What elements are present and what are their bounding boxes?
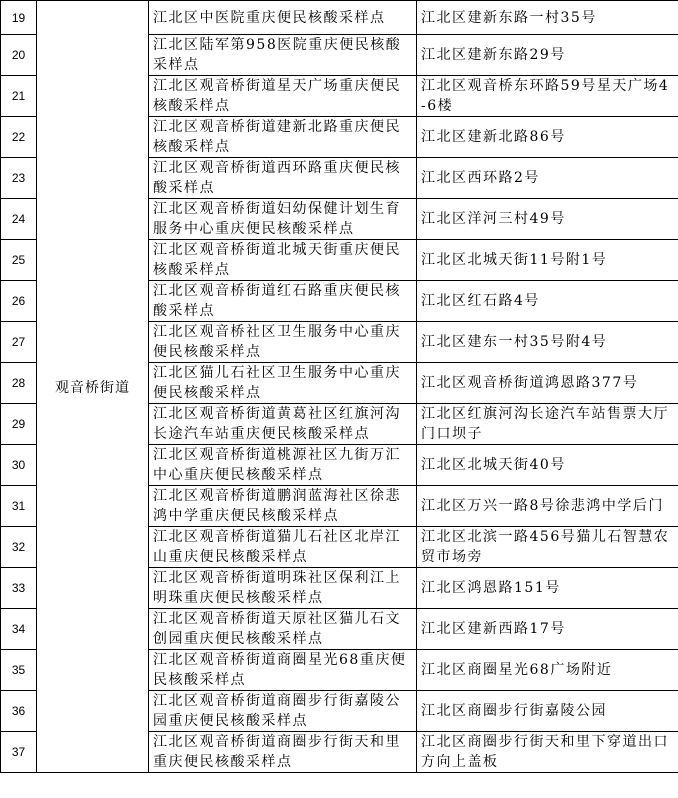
site-name: 江北区观音桥街道北城天街重庆便民核酸采样点	[149, 240, 417, 281]
row-number: 21	[1, 76, 37, 117]
site-name: 江北区观音桥街道天原社区猫儿石文创园重庆便民核酸采样点	[149, 609, 417, 650]
site-address: 江北区红石路4号	[417, 281, 678, 322]
site-name: 江北区观音桥街道建新北路重庆便民核酸采样点	[149, 117, 417, 158]
site-address: 江北区商圈步行街嘉陵公园	[417, 691, 678, 732]
site-address: 江北区建新西路17号	[417, 609, 678, 650]
site-name: 江北区观音桥街道妇幼保健计划生育服务中心重庆便民核酸采样点	[149, 199, 417, 240]
site-name: 江北区中医院重庆便民核酸采样点	[149, 1, 417, 35]
site-name: 江北区观音桥街道黄葛社区红旗河沟长途汽车站重庆便民核酸采样点	[149, 404, 417, 445]
site-name: 江北区陆军第958医院重庆便民核酸采样点	[149, 35, 417, 76]
site-address: 江北区观音桥东环路59号星天广场4-6楼	[417, 76, 678, 117]
row-number: 33	[1, 568, 37, 609]
site-address: 江北区万兴一路8号徐悲鸿中学后门	[417, 486, 678, 527]
site-name: 江北区观音桥街道桃源社区九街万汇中心重庆便民核酸采样点	[149, 445, 417, 486]
row-number: 32	[1, 527, 37, 568]
site-name: 江北区观音桥街道商圈星光68重庆便民核酸采样点	[149, 650, 417, 691]
table-row	[1, 1, 678, 35]
site-name: 江北区观音桥街道明珠社区保利江上明珠重庆便民核酸采样点	[149, 568, 417, 609]
row-number: 22	[1, 117, 37, 158]
row-number: 34	[1, 609, 37, 650]
table-body	[1, 1, 678, 773]
row-number: 28	[1, 363, 37, 404]
row-number: 20	[1, 35, 37, 76]
site-address: 江北区鸿恩路151号	[417, 568, 678, 609]
site-address: 江北区北城天街11号附1号	[417, 240, 678, 281]
site-address: 江北区建东一村35号附4号	[417, 322, 678, 363]
site-name: 江北区观音桥街道鹏润蓝海社区徐悲鸿中学重庆便民核酸采样点	[149, 486, 417, 527]
row-number: 19	[1, 1, 37, 35]
site-name: 江北区观音桥街道猫儿石社区北岸江山重庆便民核酸采样点	[149, 527, 417, 568]
site-name: 江北区观音桥街道商圈步行街天和里重庆便民核酸采样点	[149, 732, 417, 773]
site-name: 江北区观音桥街道星天广场重庆便民核酸采样点	[149, 76, 417, 117]
site-address: 江北区北城天街40号	[417, 445, 678, 486]
row-number: 30	[1, 445, 37, 486]
site-name: 江北区观音桥街道红石路重庆便民核酸采样点	[149, 281, 417, 322]
street-name-cell: 观音桥街道	[37, 1, 149, 773]
row-number: 25	[1, 240, 37, 281]
site-address: 江北区建新北路86号	[417, 117, 678, 158]
row-number: 36	[1, 691, 37, 732]
site-address: 江北区北滨一路456号猫儿石智慧农贸市场旁	[417, 527, 678, 568]
row-number: 23	[1, 158, 37, 199]
row-number: 37	[1, 732, 37, 773]
row-number: 24	[1, 199, 37, 240]
site-name: 江北区观音桥街道商圈步行街嘉陵公园重庆便民核酸采样点	[149, 691, 417, 732]
row-number: 27	[1, 322, 37, 363]
site-address: 江北区洋河三村49号	[417, 199, 678, 240]
site-address: 江北区建新东路一村35号	[417, 1, 678, 35]
site-address: 江北区商圈步行街天和里下穿道出口方向上盖板	[417, 732, 678, 773]
site-address: 江北区观音桥街道鸿恩路377号	[417, 363, 678, 404]
row-number: 29	[1, 404, 37, 445]
site-address: 江北区西环路2号	[417, 158, 678, 199]
site-name: 江北区观音桥街道西环路重庆便民核酸采样点	[149, 158, 417, 199]
site-address: 江北区建新东路29号	[417, 35, 678, 76]
row-number: 35	[1, 650, 37, 691]
site-address: 江北区红旗河沟长途汽车站售票大厅门口坝子	[417, 404, 678, 445]
site-name: 江北区观音桥社区卫生服务中心重庆便民核酸采样点	[149, 322, 417, 363]
row-number: 31	[1, 486, 37, 527]
site-name: 江北区猫儿石社区卫生服务中心重庆便民核酸采样点	[149, 363, 417, 404]
site-address: 江北区商圈星光68广场附近	[417, 650, 678, 691]
row-number: 26	[1, 281, 37, 322]
